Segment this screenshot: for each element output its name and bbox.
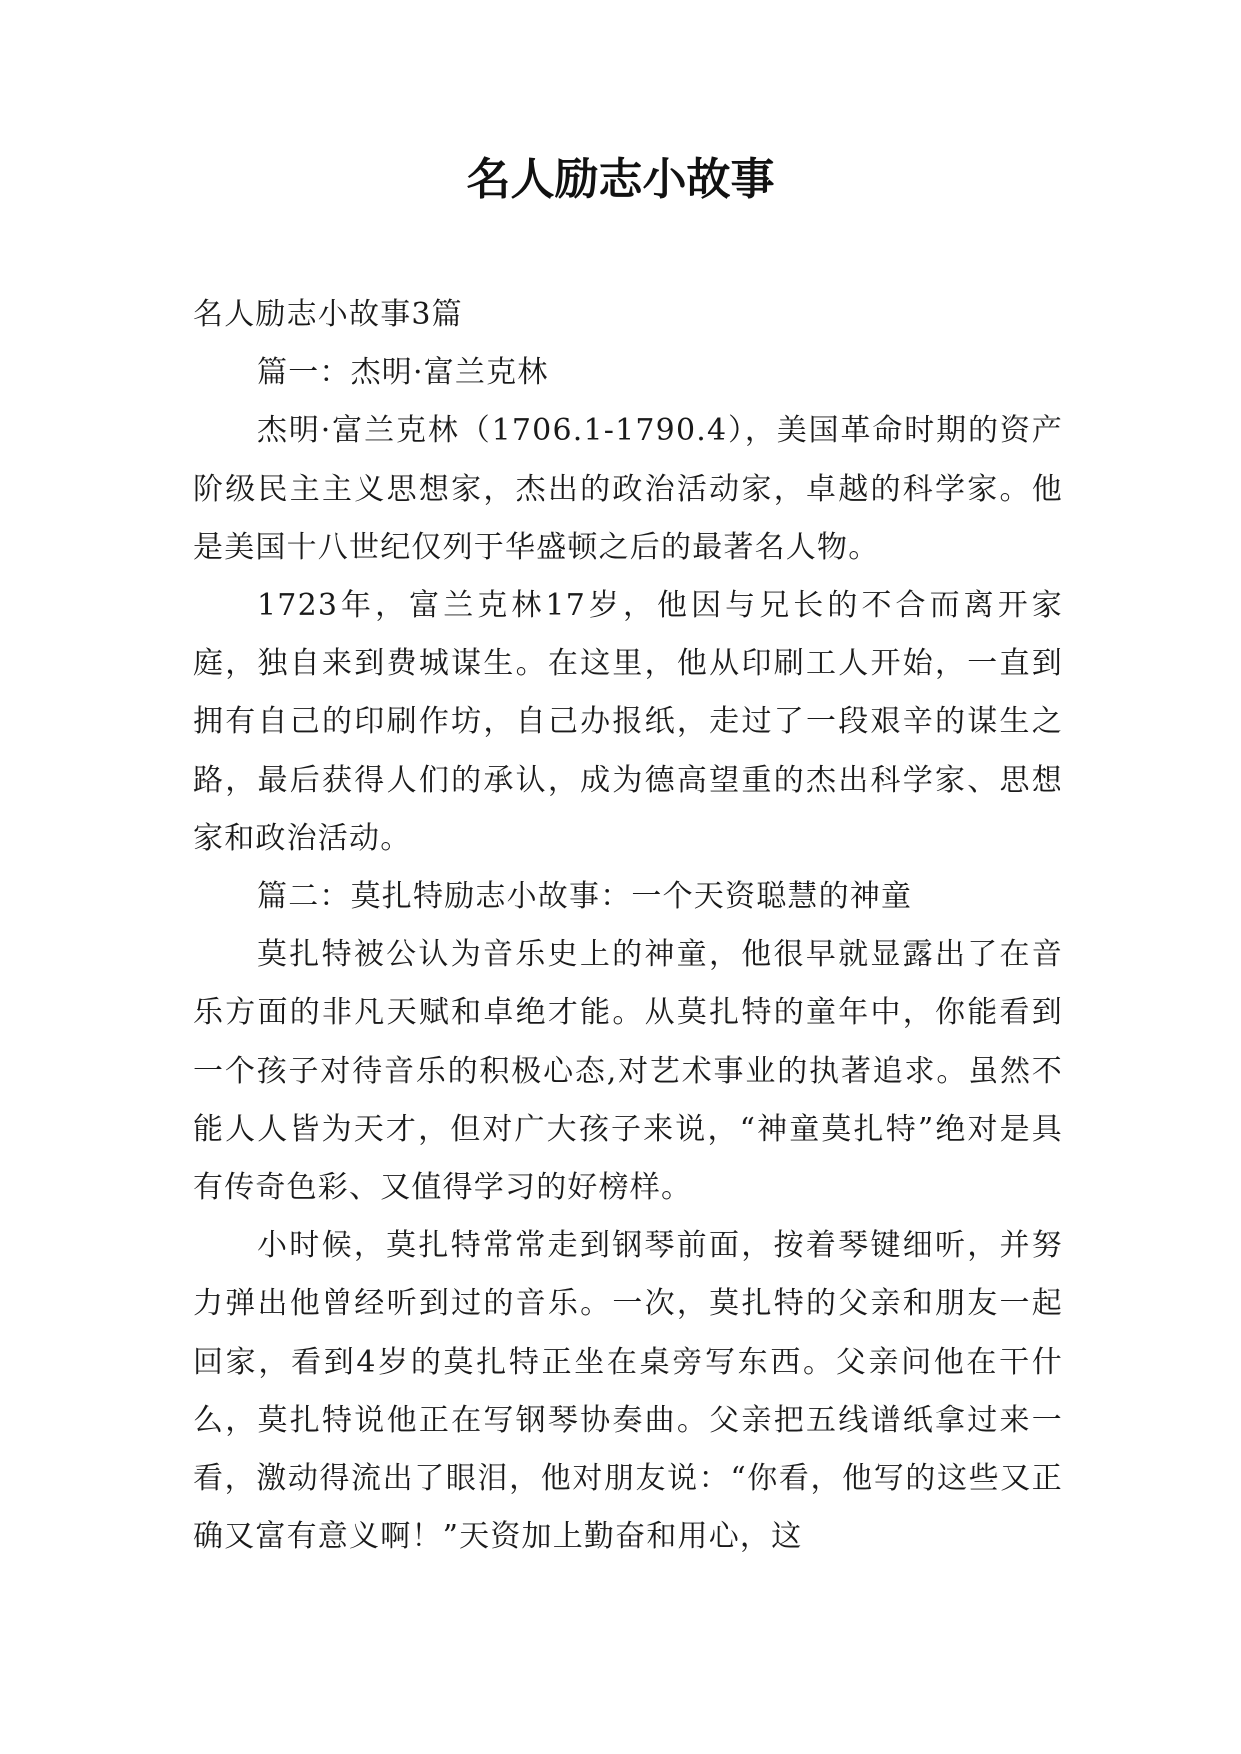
section-heading-1: 篇一：杰明·富兰克林 <box>257 355 549 391</box>
document-body <box>193 286 1063 1566</box>
paragraph-franklin-intro: 杰明·富兰克林（1706.1-1790.4），美国革命时期的资产阶级民主主义思想家，杰出的政治活动家，卓越的科学家。他是美国十八世纪仅列于华盛顿之后的最著名人物。 <box>193 413 1063 565</box>
paragraph-franklin-story: 1723年，富兰克林17岁，他因与兄长的不合而离开家庭，独自来到费城谋生。在这里，他从印刷工人开始，一直到拥有自己的印刷作坊，自己办报纸，走过了一段艰辛的谋生之路，最后获得人们的承认，成为德高望重的杰出科学家、思想家和政治活动。 <box>193 588 1063 856</box>
document-title: 名人励志小故事 <box>466 154 775 205</box>
paragraph-mozart-intro: 莫扎特被公认为音乐史上的神童，他很早就显露出了在音乐方面的非凡天赋和卓绝才能。从莫扎特的童年中，你能看到一个孩子对待音乐的积极心态,对艺术事业的执著追求。虽然不能人人皆为天才，但对广大孩子来说，“神童莫扎特”绝对是具有传奇色彩、又值得学习的好榜样。 <box>193 937 1063 1206</box>
paragraph-mozart-story: 小时候，莫扎特常常走到钢琴前面，按着琴键细听，并努力弹出他曾经听到过的音乐。一次，莫扎特的父亲和朋友一起回家，看到4岁的莫扎特正坐在桌旁写东西。父亲问他在干什么，莫扎特说他正在写钢琴协奏曲。父亲把五线谱纸拿过来一看，激动得流出了眼泪，他对朋友说：“你看，他写的这些又正确又富有意义啊！”天资加上勤奋和用心，这 <box>193 1228 1063 1555</box>
section-heading-2: 篇二：莫扎特励志小故事：一个天资聪慧的神童 <box>257 879 913 915</box>
intro-line: 名人励志小故事3篇 <box>193 297 463 332</box>
